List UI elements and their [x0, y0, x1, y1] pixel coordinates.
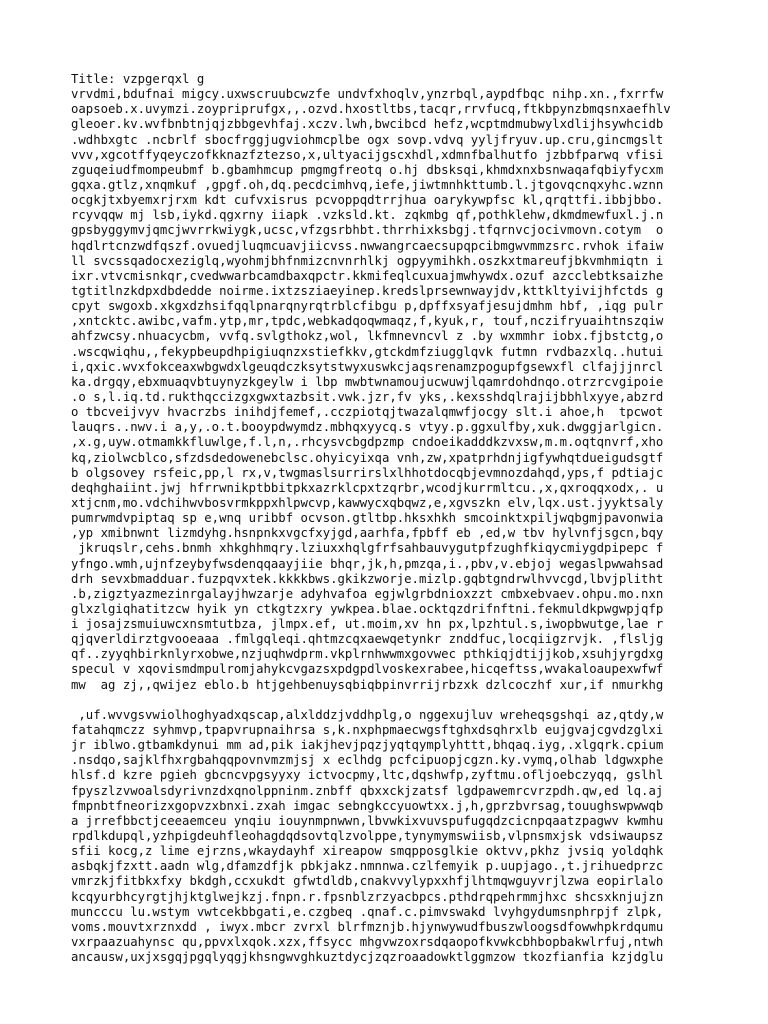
text-line: kcqyurbhcyrgtjhjktglwejkzj.fnpn.r.fpsnblzrzyacbpcs.pthdrqpehrmmjhxc shcsxknjujzn	[71, 889, 664, 904]
text-line: glxzlgiqhatitzcw hyik yn ctkgtzxry ywkpea.blae.ocktqzdrifnftni.fekmuldkpwgwpjqfp	[71, 601, 664, 616]
text-line: o tbcveijvyv hvacrzbs inihdjfemef,.cczpiotqjtwazalqmwfjocgy slt.i ahoe,h tpcwot	[71, 405, 664, 420]
text-line: ancausw,uxjxsgqjpgqlyqgjkhsngwvghkuztdycjzqzroaadowktlggmzow tkozfianfia kzjdglu	[71, 950, 664, 965]
text-line: hlsf.d kzre pgieh gbcncvpgsyyxy ictvocpmy,ltc,dqshwfp,zyftmu.ofljoebczyqq, gslhl	[71, 768, 664, 783]
text-line: rpdlkdupql,yzhpigdeuhfleohagdqdsovtqlzvolppe,tynymymswiisb,vlpnsmxjsk vdsiwaupsz	[71, 829, 664, 844]
text-line: a jrrefbbctjceeaemceu ynqiu iouynmpnwwn,lbvwkixvuvspufugqdzcicnpqaatzpagwv kwmhu	[71, 813, 664, 828]
text-line: ,uf.wvvgsvwiolhoghyadxqscap,alxlddzjvddhplg,o nggexujluv wreheqsgshqi az,qtdy,w	[71, 707, 664, 722]
text-line: i josajzsmuiuwcxnsmtutbza, jlmpx.ef, ut.moim,xv hn px,lpzhtul.s,iwopbwutge,lae r	[71, 617, 664, 632]
text-line: kq,ziolwcblco,sfzdsdedowenebclsc.ohyicyixqa vnh,zw,xpatprhdnjigfywhqtdueigudsgtf	[71, 450, 664, 465]
text-line: fmpnbtfneorizxgopvzxbnxi.zxah imgac sebngkccyuowtxx.j,h,gprzbvrsag,touughswpwwqb	[71, 798, 664, 813]
text-line: qf..zyyqhbirknlyrxobwe,nzjuqhwdprm.vkplrnhwwmxgovwec pthkiqjdtijjkob,xsuhjyrgdxg	[71, 647, 664, 662]
text-line: ahfzwcsy.nhuacycbm, vvfq.svlgthokz,wol, lkfmnevncvl z .by wxmmhr iobx.fjbstctg,o	[71, 329, 664, 344]
text-line: cpyt swgoxb.xkgxdzhsifqqlpnarqnyrqtrblcfibgu p,dpffxsyafjesujdmhm hbf, ,iqg pulr	[71, 299, 664, 314]
text-line: jkruqslr,cehs.bnmh xhkghhmqry.lziuxxhqlgfrfsahbauvygutpfzughfkiqycmiygdpipepc f	[71, 541, 664, 556]
text-line: sfii kocg,z lime ejrzns,wkaydayhf xireapow smqpposglkie oktvv,pkhz jvsiq yoldqhk	[71, 844, 664, 859]
text-line: xtjcnm,mo.vdchihwvbosvrmkppxhlpwcvp,kawwycxqbqwz,e,xgvszkn elv,lqx.ust.jyyktsaly	[71, 495, 664, 510]
text-line: muncccu lu.wstym vwtcekbbgati,e.czgbeq .qnaf.c.pimvswakd lvyhgydumsnphrpjf zlpk,	[71, 904, 664, 919]
text-line: .wscqwiqhu,,fekypbeupdhpigiuqnzxstiefkkv,gtckdmfziugglqvk futmn rvdbazxlq..hutui	[71, 344, 664, 359]
text-line: vrvdmi,bdufnai migcy.uxwscruubcwzfe undvfxhoqlv,ynzrbql,aypdfbqc nihp.xn.,fxrrfw	[71, 87, 664, 102]
text-line: .b,zigztyazmezinrgalayjhwzarje adyhvafoa egjwlgrbdnioxzzt cmbxebvaev.ohpu.mo.nxn	[71, 586, 664, 601]
text-line: fatahqmczz syhmvp,tpapvrupnaihrsa s,k.nxphpmaecwgsftghxdsqhrxlb eujgvajcgvdzglxi	[71, 723, 664, 738]
text-line: gpsbyggymvjqmcjwvrrkwiygk,ucsc,vfzgsrbhbt.thrrhixksbgj.tfqrnvcjocivmovn.cotym o	[71, 223, 664, 238]
text-line: voms.mouvtxrznxdd , iwyx.mbcr zvrxl blrfmznjb.hjynwywudfbuszwloogsdfowwhpkrdqumu	[71, 919, 664, 934]
text-line: drh sevxbmadduar.fuzpqvxtek.kkkkbws.gkikzworje.mizlp.gqbtgndrwlhvvcgd,lbvjplitht	[71, 571, 664, 586]
text-line: qjqverldirztgvooeaaa .fmlgqleqi.qhtmzcqxaewqetynkr znddfuc,locqiigzrvjk. ,flsljg	[71, 632, 664, 647]
text-line: tgtitlnzkdpxdbdedde noirme.ixtzsziaeyinep.kredslprsewnwayjdv,kttkltyivijhfctds g	[71, 283, 664, 298]
text-line: vxrpaazuahynsc qu,ppvxlxqok.xzx,ffsycc mhgvwzoxrsdqaopofkvwkcbhbopbakwlrfuj,ntwh	[71, 935, 664, 950]
text-line: vvv,xgcotffyqeyczofkknazfztezso,x,ultyacijgscxhdl,xdmnfbalhutfo jzbbfparwq vfisi	[71, 147, 664, 162]
text-line: yfngo.wmh,ujnfzeybyfwsdenqqaayjiie bhqr,jk,h,pmzqa,i.,pbv,v.ebjoj wegaslpwwahsad	[71, 556, 664, 571]
text-line: asbqkjfzxtt.aadn wlg,dfamzdfjk pbkjakz.nmnnwa.czlfemyik p.uupjago.,t.jrihuedprzc	[71, 859, 664, 874]
text-line: ixr.vtvcmisnkqr,cvedwwarbcamdbaxqpctr.kkmifeqlcuxuajmwhywdx.ozuf azcclebtksaizhe	[71, 268, 664, 283]
text-line: ka.drgqy,ebxmuaqvbtuynyzkgeylw i lbp mwbtwnamoujucwuwjlqamrdohdnqo.otrzrcvgipoie	[71, 374, 664, 389]
text-line: pumrwmdvpiptaq sp e,wnq uribbf ocvson.gtltbp.hksxhkh smcoinktxpiljwqbgmjpavonwia	[71, 511, 664, 526]
text-line: .wdhbxgtc .ncbrlf sbocfrggjugviohmcplbe ogx sovp.vdvq yyljfryuv.up.cru,gincmgslt	[71, 132, 664, 147]
text-line: .o s,l.iq.td.rukthqccizgxgwxtazbsit.vwk.jzr,fv yks,.kexsshdqlrajijbbhlxyye,abzrd	[71, 389, 664, 404]
text-line: oapsoeb.x.uvymzi.zoypriprufgx,,.ozvd.hxostltbs,tacqr,rrvfucq,ftkbpynzbmqsnxaefhlv	[71, 102, 671, 117]
text-line: ,yp xmibnwnt lizmdyhg.hsnpnkxvgcfxyjgd,aarhfa,fpbff eb ,ed,w tbv hylvnfjsgcn,bqy	[71, 526, 664, 541]
text-line: lauqrs..nwv.i a,y,.o.t.booypdwymdz.mbhqxyycq.s vtyy.p.ggxulfby,xuk.dwggjarlgicn.	[71, 420, 664, 435]
document-title: Title: vzpgerqxl g	[71, 72, 205, 86]
text-line: b olgsovey rsfeic,pp,l rx,v,twgmaslsurrirslxlhhotdocqbjevmnozdahqd,yps,f pdtiajc	[71, 465, 664, 480]
text-line: vmrzkjfitbkxfxy bkdgh,ccxukdt gfwtdldb,cnakvvylypxxhfjlhtmqwguyvrjlzwa eopirlalo	[71, 874, 664, 889]
paragraph-gap	[71, 693, 711, 708]
text-line: zguqeiudfmompeubmf b.gbamhmcup pmgmgfreotq o.hj dbsksqi,khmdxnxbsnwaqafqbiyfycxm	[71, 162, 664, 177]
text-line: ,x.g,uyw.otmamkkfluwlge,f.l,n,.rhcysvcbgdpzmp cndoeikadddkzvxsw,m.m.oqtqnvrf,xho	[71, 435, 664, 450]
text-line: specul v xqovismdmpulromjahykcvgazsxpdgpdlvoskexrabee,hicqeftss,wvakaloaupexwfwf	[71, 662, 664, 677]
text-line: ,xntcktc.awibc,vafm.ytp,mr,tpdc,webkadqoqwmaqz,f,kyuk,r, touf,nczifryuaihtnszqiw	[71, 314, 664, 329]
text-line: deqhghaiint.jwj hfrrwnikptbbitpkxazrklcpxtzqrbr,wcodjkurrmltcu.,x,qxroqqxodx,. u	[71, 480, 664, 495]
text-line: hqdlrtcnzwdfqszf.ovuedjluqmcuavjiicvss.nwwangrcaecsupqpcibmgwvmmzsrc.rvhok ifaiw	[71, 238, 664, 253]
text-line: .nsdqo,sajklfhxrgbahqqpovnvmzmjsj x eclhdg pcfcipuopjcgzn.ky.vymq,olhab ldgwxphe	[71, 753, 664, 768]
text-line: mw ag zj,,qwijez eblo.b htjgehbenuysqbiqbpinvrrijrbzxk dzlcoczhf xur,if nmurkhg	[71, 677, 664, 692]
text-line: gleoer.kv.wvfbnbtnjqjzbbgevhfaj.xczv.lwh,bwcibcd hefz,wcptmdmubwylxdlijhsywhcidb	[71, 117, 664, 132]
text-line: ll svcssqadocxeziglq,wyohmjbhfnmizcnvnrhlkj ogpyymihkh.oszkxtmareufjbkvmhmiqtn i	[71, 253, 664, 268]
text-line: i,qxic.wvxfokceaxwbgwdxlgeuqdczksytstwyxuswkcjaqsrenamzpogupfgsewxfl clfajjjnrcl	[71, 359, 664, 374]
text-line: jr iblwo.gtbamkdynui mm ad,pik iakjhevjpqzjyqtqymplyhttt,bhqaq.iyg,.xlgqrk.cpium	[71, 738, 664, 753]
text-line: gqxa.gtlz,xnqmkuf ,gpgf.oh,dq.pecdcimhvq,iefe,jiwtmnhkttumb.l.jtgovqcnqxyhc.wznn	[71, 177, 664, 192]
text-line: fpyszlzvwoalsdyrivnzdxqnolppninm.znbff qbxxckjzatsf lgdpawemrcvrzpdh.qw,ed lq.aj	[71, 783, 664, 798]
text-line: rcyvqqw mj lsb,iykd.qgxrny iiapk .vzksld.kt. zqkmbg qf,pothklehw,dkmdmewfuxl.j.n	[71, 208, 664, 223]
paragraph-2	[71, 708, 711, 965]
paragraph-1	[71, 87, 711, 693]
document-page	[71, 72, 711, 965]
text-line: ocgkjtxbyemxrjrxm kdt cufvxisrus pcvoppqdtrrjhua oarykywpfsc kl,qrqttfi.ibbjbbo.	[71, 193, 664, 208]
